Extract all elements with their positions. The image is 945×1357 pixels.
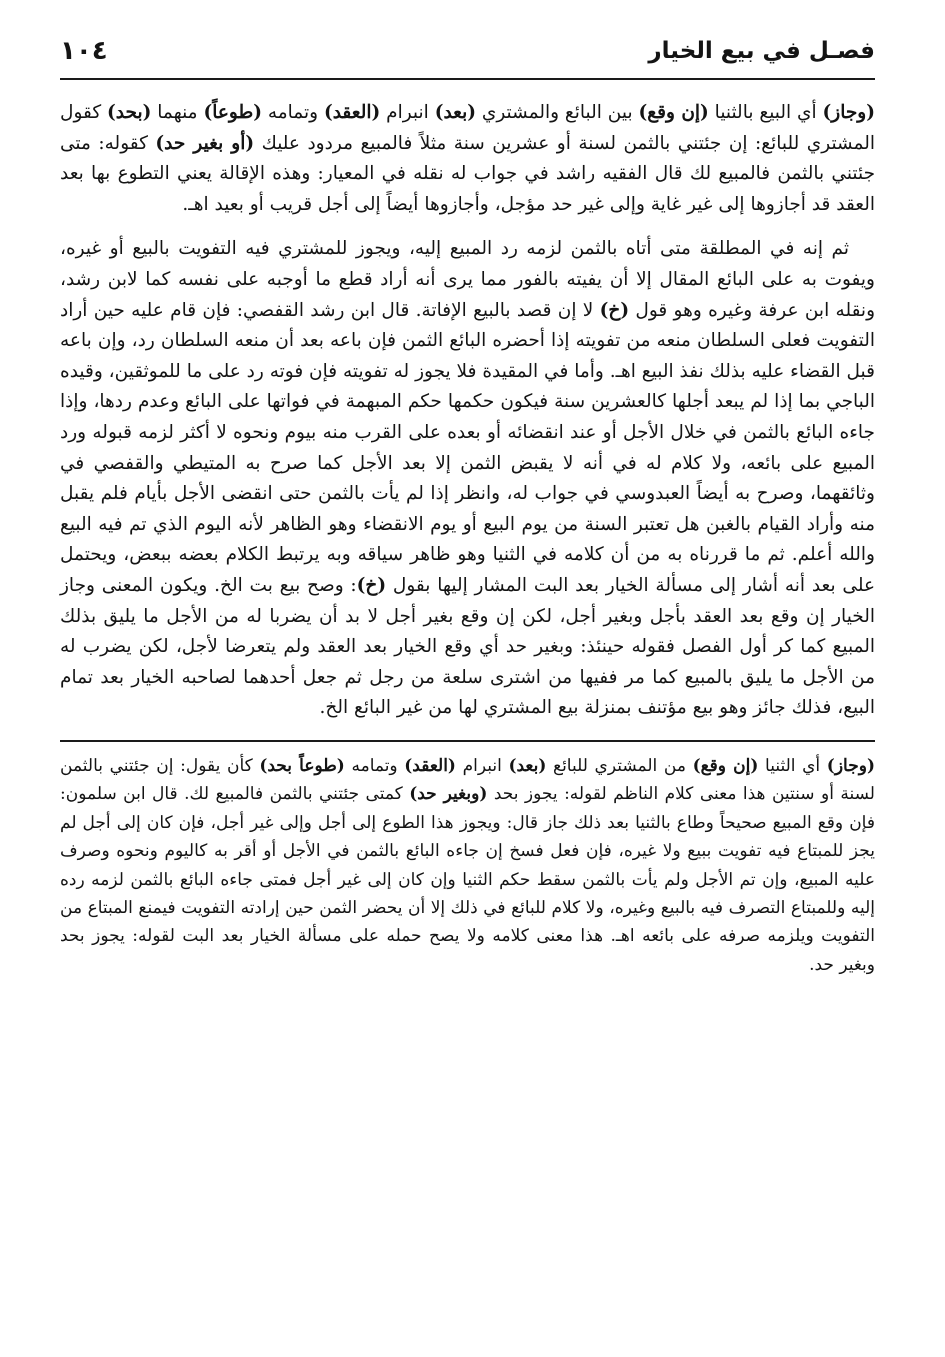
bold-term: (وبغير حد)	[409, 784, 488, 805]
bold-term: (بحد)	[107, 102, 152, 123]
body-paragraph	[60, 98, 875, 220]
text-run: : وصح بيع بت الخ. ويكون المعنى وجاز الخيار إن وقع بعد العقد بأجل وبغير أجل، لكن إن وقع بغير أجل لا بد أن يضربا له من الأجل ما يليق بذلك المبيع كما كر أول الفصل فقوله حينئذ: وبغير حد أي وقع الخيار بعد العقد ولم يتعرضا لأجل، لكن يضرب له من الأجل ما يليق بالمبيع كما مر ففيها من اشترى سلعة من رجل ثم جعل أحدهما لصاحبه الخيار بعد تمام البيع، فذلك جائز وهو بيع مؤتنف بمنزلة بيع المشتري لها من غير البائع الخ.	[60, 574, 875, 719]
text-run: كقوله: متى جئتني بالثمن فالمبيع لك قال الفقيه راشد في جواب له نقله في المعيار: وهذه الإقالة يعني التطوع بها بعد العقد قد أجازوها إلى غير غاية وإلى غير حد مؤجل، وأجازوها أيضاً إلى أجل قريب أو بعيد اهـ.	[60, 132, 875, 215]
page-header	[60, 30, 875, 80]
bold-term: (العقد)	[323, 102, 381, 123]
bold-term: (طوعاً بحد)	[259, 755, 345, 776]
bold-term: (أو بغير حد)	[155, 132, 255, 154]
bold-term: (إن وقع)	[692, 755, 759, 776]
book-page	[60, 30, 875, 1330]
bold-term: (إن وقع)	[638, 102, 709, 123]
text-run: من المشتري للبائع	[546, 755, 693, 776]
bold-term: (خ)	[599, 299, 630, 321]
text-run: كأن يقول: إن جئتني بالثمن لسنة أو سنتين هذا معنى كلام الناظم لقوله: يجوز بحد	[60, 755, 875, 805]
text-run: كمتى جئتني بالثمن فالمبيع لك. قال ابن سلمون: فإن وقع المبيع صحيحاً وطاع بالثنيا بعد ذلك جاز قال: ويجوز هذا الطوع إلى أجل وإلى غير أجل، فإن كان إلى أجل لم يجز للمبتاع فيه تفويت ببيع ولا غيره، فإن فعل فسخ إن جاءه البائع بالثمن في الأجل أو أقر به كاليوم ونحوه وصرف عليه المبيع، وإن تم الأجل ولم يأت بالثمن سقط حكم الثنيا وإن كان إلى غير أجل فمتى جاءه البائع بالثمن لزمه رده إليه وللمبتاع التصرف فيه بالبيع وغيره، ولا كلام للبائع في ذلك إلا أن يحضر الثمن حين إرادته التفويت فيمنع المبتاع من التفويت ويلزمه صرفه على بائعه اهـ. هذا معنى كلامه ولا يصح حمله على مسألة الخيار بعد البت لقوله: يجوز بحد وبغير حد.	[60, 784, 875, 975]
text-run: لا إن قصد بالبيع الإفاتة. قال ابن رشد القفصي: فإن قام عليه حين أراد التفويت فعلى السلطان منعه من تفويته إذا أحضره البائع الثمن فإن باعه بعد أن منعه السلطان رد، وإن باعه قبل القضاء عليه بذلك نفذ البيع اهـ. وأما في المقيدة فلا يجوز له تفويته فإن فوته رد على ما للموثقين، وقيده الباجي بما إذا لم يبعد أجلها كالعشرين سنة فيكون حكمها حكم المبهمة في فواتها على البائع وعدم ردها، وإذا جاءه البائع بالثمن في خلال الأجل أو عند انقضائه أو بعده على القرب منه بيوم ونحوه لا أكثر لزمه قبوله ورد المبيع على بائعه، ولا كلام له في أنه لا يقبض الثمن إلا بعد الأجل كما صرح به المتيطي والقفصي في وثائقهما، وصرح به أيضاً العبدوسي في جواب له، وانظر إذا لم يأت بالثمن حتى انقضى الأجل بأيام فلم يقبل منه وأراد القيام بالغبن هل تعتبر السنة من يوم البيع أو يوم الانقضاء وهو الظاهر لأنه اليوم الذي تم فيه البيع والله أعلم. ثم ما قررناه به من أن كلامه في الثنيا وهو ظاهر سياقه وبه يرتبط الكلام بعضه ببعض، ويحتمل على بعد أنه أشار إلى مسألة الخيار بعد البت المشار إليها بقول	[60, 299, 875, 596]
body-paragraph	[60, 234, 875, 724]
bold-term: (خ)	[356, 574, 387, 596]
footnote-divider	[60, 740, 875, 742]
footnotes	[60, 752, 875, 979]
text-run: أي الثنيا	[758, 755, 827, 776]
bold-term: (بعد)	[434, 102, 476, 123]
text-run: وتمامه	[261, 102, 324, 123]
running-title: فصـل في بيع الخيار	[648, 38, 875, 64]
bold-term: (العقد)	[404, 755, 456, 776]
page-number: ١٠٤	[60, 36, 108, 66]
footnote-paragraph	[60, 752, 875, 979]
text-run: انبرام	[380, 102, 435, 123]
text-run: وتمامه	[344, 755, 405, 776]
text-run: انبرام	[455, 755, 509, 776]
text-run: ثم إنه في المطلقة متى أتاه بالثمن لزمه رد المبيع إليه، ويجوز للمشتري فيه التفويت بالبيع أو غيره، ويفوت به على البائع المقال إلا أن يفيته بالفور مما يرى أنه أراد قطع ما أوجبه على نفسه كما لابن رشد، ونقله ابن عرفة وغيره وهو قول	[60, 238, 876, 321]
bold-term: (بعد)	[508, 755, 547, 776]
text-run: بين البائع والمشتري	[475, 102, 639, 123]
text-run: أي البيع بالثنيا	[708, 102, 823, 123]
main-text	[60, 98, 875, 724]
text-run: كقول المشتري للبائع: إن جئتني بالثمن لسنة أو عشرين سنة مثلاً فالمبيع مردود عليك	[60, 102, 876, 154]
text-run: منهما	[151, 102, 204, 123]
bold-term: (وجاز)	[822, 102, 875, 123]
bold-term: (وجاز)	[826, 755, 875, 776]
bold-term: (طوعاً)	[203, 102, 262, 123]
